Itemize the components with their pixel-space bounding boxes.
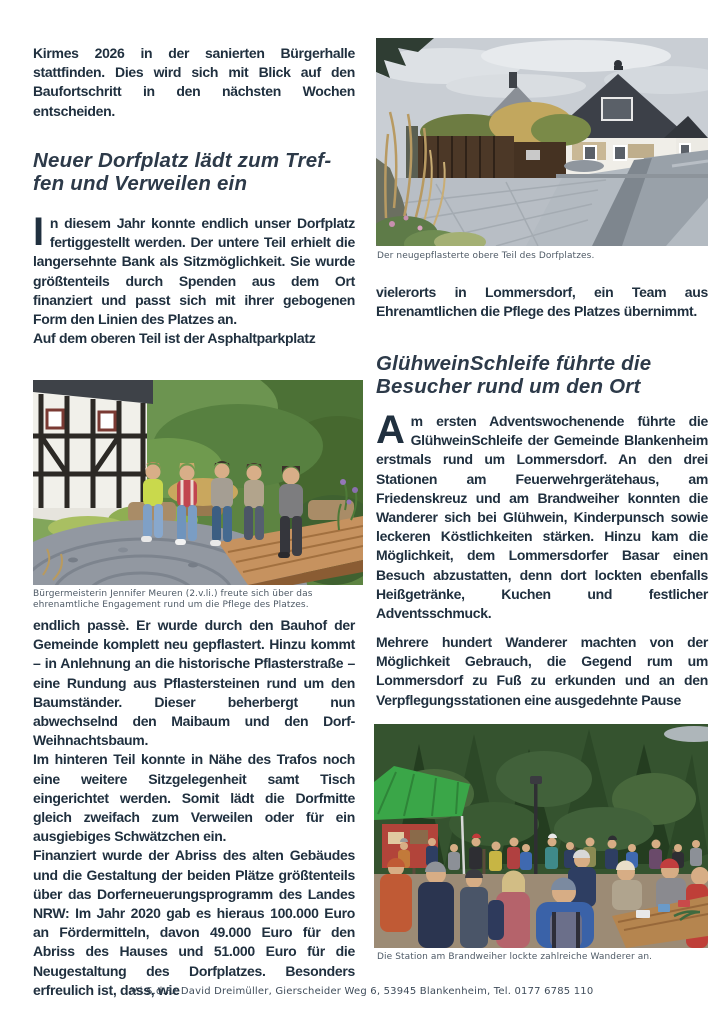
heading-line: Neuer Dorfplatz lädt zum Tref- [33,149,332,172]
photo-brandweiher-caption: Die Station am Brandweiher lockte zahlreiche Wanderer an. [377,952,653,962]
paragraph-text: Mehrere hundert Wanderer machten von der Möglichkeit Gebrauch, die Gegend rum um Lommersdorf zu Fuß zu erkunden und an den Verpflegungsstationen eine ausgedehnte Pause [376,634,708,708]
crowd-photo-illustration [374,724,708,948]
article-dorfplatz-body [33,616,355,1000]
paragraph-text: Kirmes 2026 in der sanierten Bürgerhalle stattfinden. Dies wird sich mit Blick auf den Baufortschritt in den nächsten Wochen entscheiden. [33,45,355,119]
heading-line: Besucher rund um den Ort [376,375,641,398]
article-dorfplatz-intro [33,210,355,348]
paragraph-text: Finanziert wurde der Abriss des alten Gebäudes und die Gestaltung der beiden Plätze größtenteils über das Dorferneuerungsprogramm des Landes NRW: Im Jahr 2020 gab es hieraus 100.000 Euro an Fördermitteln, davon 49.000 Euro für den Abriss des Hauses und 51.000 Euro für die Neugestaltung des Dorfplatzes. Besonders erfreulich ist, dass, wie [33,847,355,998]
paragraph-text: Auf dem oberen Teil ist der Asphaltparkplatz [33,330,316,347]
article-dorfplatz-continuation [376,283,708,321]
paragraph-text: vielerorts in Lommersdorf, ein Team aus Ehrenamtlichen die Pflege des Platzes übernimmt. [376,284,708,320]
article-dorfplatz-heading [33,149,363,195]
bench-photo-illustration [33,380,363,585]
paragraph-text: endlich passè. Er wurde durch den Bauhof der Gemeinde komplett neu gepflastert. Hinzu kommt – in Anlehnung an die historische Pflasterstraße – eine Rundung aus Pflastersteinen rund um den Baumständer. Dieser beherbergt nun abwechselnd den Maibaum und den Dorf-Weihnachtsbaum. [33,617,355,749]
imprint-footer: V.i.S.d.P.: David Dreimüller, Gierscheider Weg 6, 53945 Blankenheim, Tel. 0177 6785 110 [130,986,594,997]
photo-dorfplatz-paving [376,38,708,246]
article-gluehwein-heading [376,352,716,398]
article-gluehwein-intro [376,408,708,623]
paragraph-with-dropcap [33,210,355,329]
dorfplatz-photo-illustration [376,38,708,246]
photo-bench-group [33,380,363,585]
dropcap-letter: I [33,210,44,254]
paragraph-text: n diesem Jahr konnte endlich unser Dorfplatz fertiggestellt werden. Der untere Teil erhielt die langersehnte Bank als Sitzmöglichkeit. Sie wurde größtenteils durch Spenden aus dem Ort finanziert und passt sich mit ihrer gebogenen Form den Linien des Platzes an. [33,215,355,328]
paragraph-with-dropcap [376,408,708,623]
paragraph-text: m ersten Adventswochenende führte die GlühweinSchleife der Gemeinde Blankenheim erstmals rund um Lommersdorf. An den drei Stationen am Feuerwehrgerätehaus, am Friedenskreuz und am Brandweiher konnten die Wanderer sich bei Glühwein, Kinderpunsch sowie leckeren Köstlichkeiten stärken. Hinzu kam die Möglichkeit, dem Lommersdorfer Basar einen Besuch abzustatten, denn dort lockten ebenfalls Heißgetränke, Kuchen und festlicher Adventsschmuck. [376,413,708,622]
continued-paragraph [33,44,355,121]
half-timbered-house [33,380,153,522]
photo-bench-caption: Bürgermeisterin Jennifer Meuren (2.v.li.) freute sich über das ehrenamtliche Engagement rund um die Pflege des Platzes. [33,589,313,610]
photo-brandweiher-station [374,724,708,948]
dropcap-letter: A [376,408,405,452]
paragraph-text: Im hinteren Teil konnte in Nähe des Trafos noch eine weitere Sitzgelegenheit samt Tisch eingerichtet werden. Somit lädt die Dorfmitte gleich zweifach zum Verweilen oder für ein ausgiebiges Schwätzchen ein. [33,751,355,845]
photo-dorfplatz-caption: Der neugepflasterte obere Teil des Dorfplatzes. [377,251,595,261]
heading-line: GlühweinSchleife führte die [376,352,652,375]
article-gluehwein-body [376,633,708,710]
heading-line: fen und Verweilen ein [33,172,248,195]
